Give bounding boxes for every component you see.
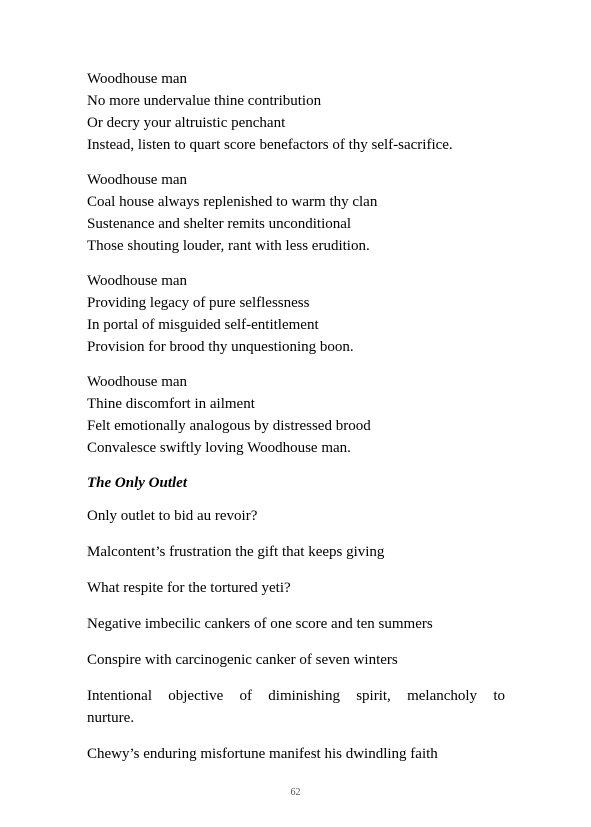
stanza-line: Those shouting louder, rant with less erudition. (87, 238, 370, 254)
stanza-line: Convalesce swiftly loving Woodhouse man. (87, 440, 351, 456)
stanza-line: No more undervalue thine contribution (87, 93, 322, 109)
stanza-line: Or decry your altruistic penchant (87, 115, 286, 131)
stanza-line: Instead, listen to quart score benefactors of thy self-sacrifice. (87, 137, 453, 153)
poem-paragraph: Intentional objective of diminishing spirit, melancholy to nurture. (87, 688, 505, 726)
stanza-line: Coal house always replenished to warm thy clan (87, 194, 378, 210)
poem-paragraph: Negative imbecilic cankers of one score and ten summers (87, 616, 433, 632)
stanza-1 (87, 68, 505, 156)
page-number: 62 (290, 787, 301, 798)
poem-paragraph: Malcontent’s frustration the gift that keeps giving (87, 544, 385, 560)
poem-paragraph: Only outlet to bid au revoir? (87, 508, 258, 524)
stanza-line: Providing legacy of pure selflessness (87, 295, 310, 311)
stanza-line: Woodhouse man (87, 71, 188, 87)
stanza-line: Woodhouse man (87, 172, 188, 188)
poem-paragraph: Conspire with carcinogenic canker of seven winters (87, 652, 398, 668)
stanza-line: Woodhouse man (87, 273, 188, 289)
stanza-2 (87, 169, 505, 257)
stanza-line: Felt emotionally analogous by distressed brood (87, 418, 371, 434)
stanza-3 (87, 270, 505, 358)
poem-paragraph: What respite for the tortured yeti? (87, 580, 291, 596)
stanza-line: Thine discomfort in ailment (87, 396, 255, 412)
page-body (87, 68, 505, 779)
stanza-4 (87, 371, 505, 459)
stanza-line: Sustenance and shelter remits unconditional (87, 216, 352, 232)
stanza-line: Provision for brood thy unquestioning boon. (87, 339, 354, 355)
stanza-line: Woodhouse man (87, 374, 188, 390)
poem-paragraph: Chewy’s enduring misfortune manifest his dwindling faith (87, 746, 438, 762)
stanza-line: In portal of misguided self-entitlement (87, 317, 319, 333)
poem-title: The Only Outlet (87, 475, 187, 491)
